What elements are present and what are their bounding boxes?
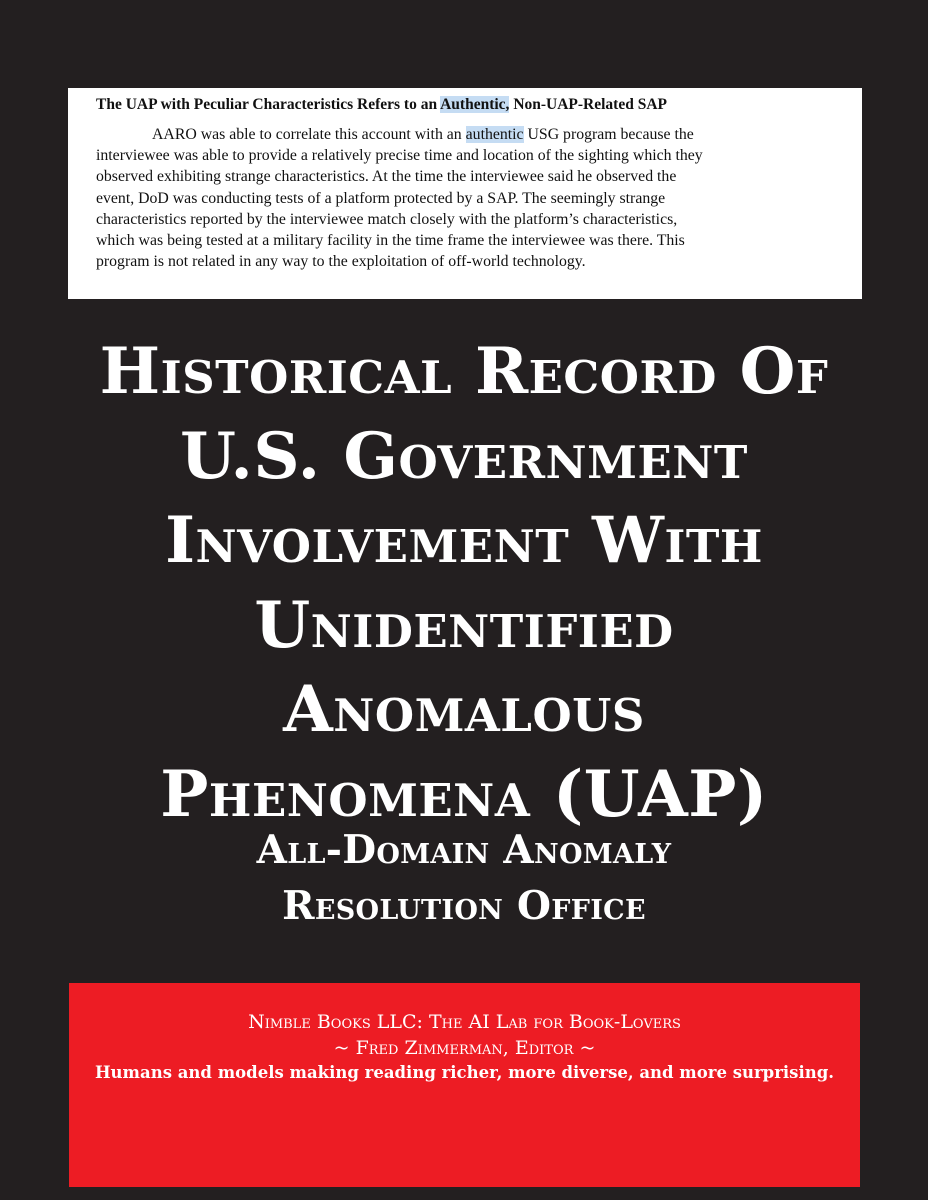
title-line: U.S. Government <box>180 418 748 494</box>
excerpt-line: AARO was able to correlate this account with an authentic USG program because the <box>152 126 694 143</box>
document-excerpt <box>68 88 862 299</box>
excerpt-heading: The UAP with Peculiar Characteristics Refers to an Authentic, Non-UAP-Related SAP <box>96 96 668 113</box>
book-subtitle <box>0 822 928 934</box>
publisher-tagline: Humans and models making reading richer, more diverse, and more surprising. <box>94 1063 835 1082</box>
publisher-banner <box>69 983 860 1187</box>
highlighted-word: Authentic, <box>440 96 510 113</box>
highlighted-word: authentic <box>465 126 524 143</box>
editor-credit: ~ Fred Zimmerman, Editor ~ <box>333 1037 596 1059</box>
title-line: Unidentified <box>254 587 674 663</box>
excerpt-line: interviewee was able to provide a relatively precise time and location of the sighting which they <box>96 147 703 165</box>
excerpt-line: program is not related in any way to the exploitation of off-world technology. <box>96 253 586 271</box>
subtitle-line: All-Domain Anomaly <box>256 827 672 873</box>
excerpt-line: characteristics reported by the interviewee match closely with the platform’s characteristics, <box>96 210 678 228</box>
title-line: Historical Record Of <box>99 334 829 409</box>
excerpt-line: observed exhibiting strange characteristics. At the time the interviewee said he observed the <box>96 168 677 186</box>
publisher-name: Nimble Books LLC: The AI Lab for Book-Lovers <box>248 1011 681 1033</box>
book-title <box>0 330 928 837</box>
title-line: Phenomena (UAP) <box>160 756 768 832</box>
excerpt-line: event, DoD was conducting tests of a platform protected by a SAP. The seemingly strange <box>96 189 666 207</box>
title-line: Anomalous <box>283 672 645 747</box>
excerpt-paragraph <box>96 124 848 272</box>
title-line: Involvement With <box>165 503 763 578</box>
excerpt-line: which was being tested at a military facility in the time frame the interviewee was there. This <box>96 232 685 250</box>
subtitle-line: Resolution Office <box>282 883 646 929</box>
